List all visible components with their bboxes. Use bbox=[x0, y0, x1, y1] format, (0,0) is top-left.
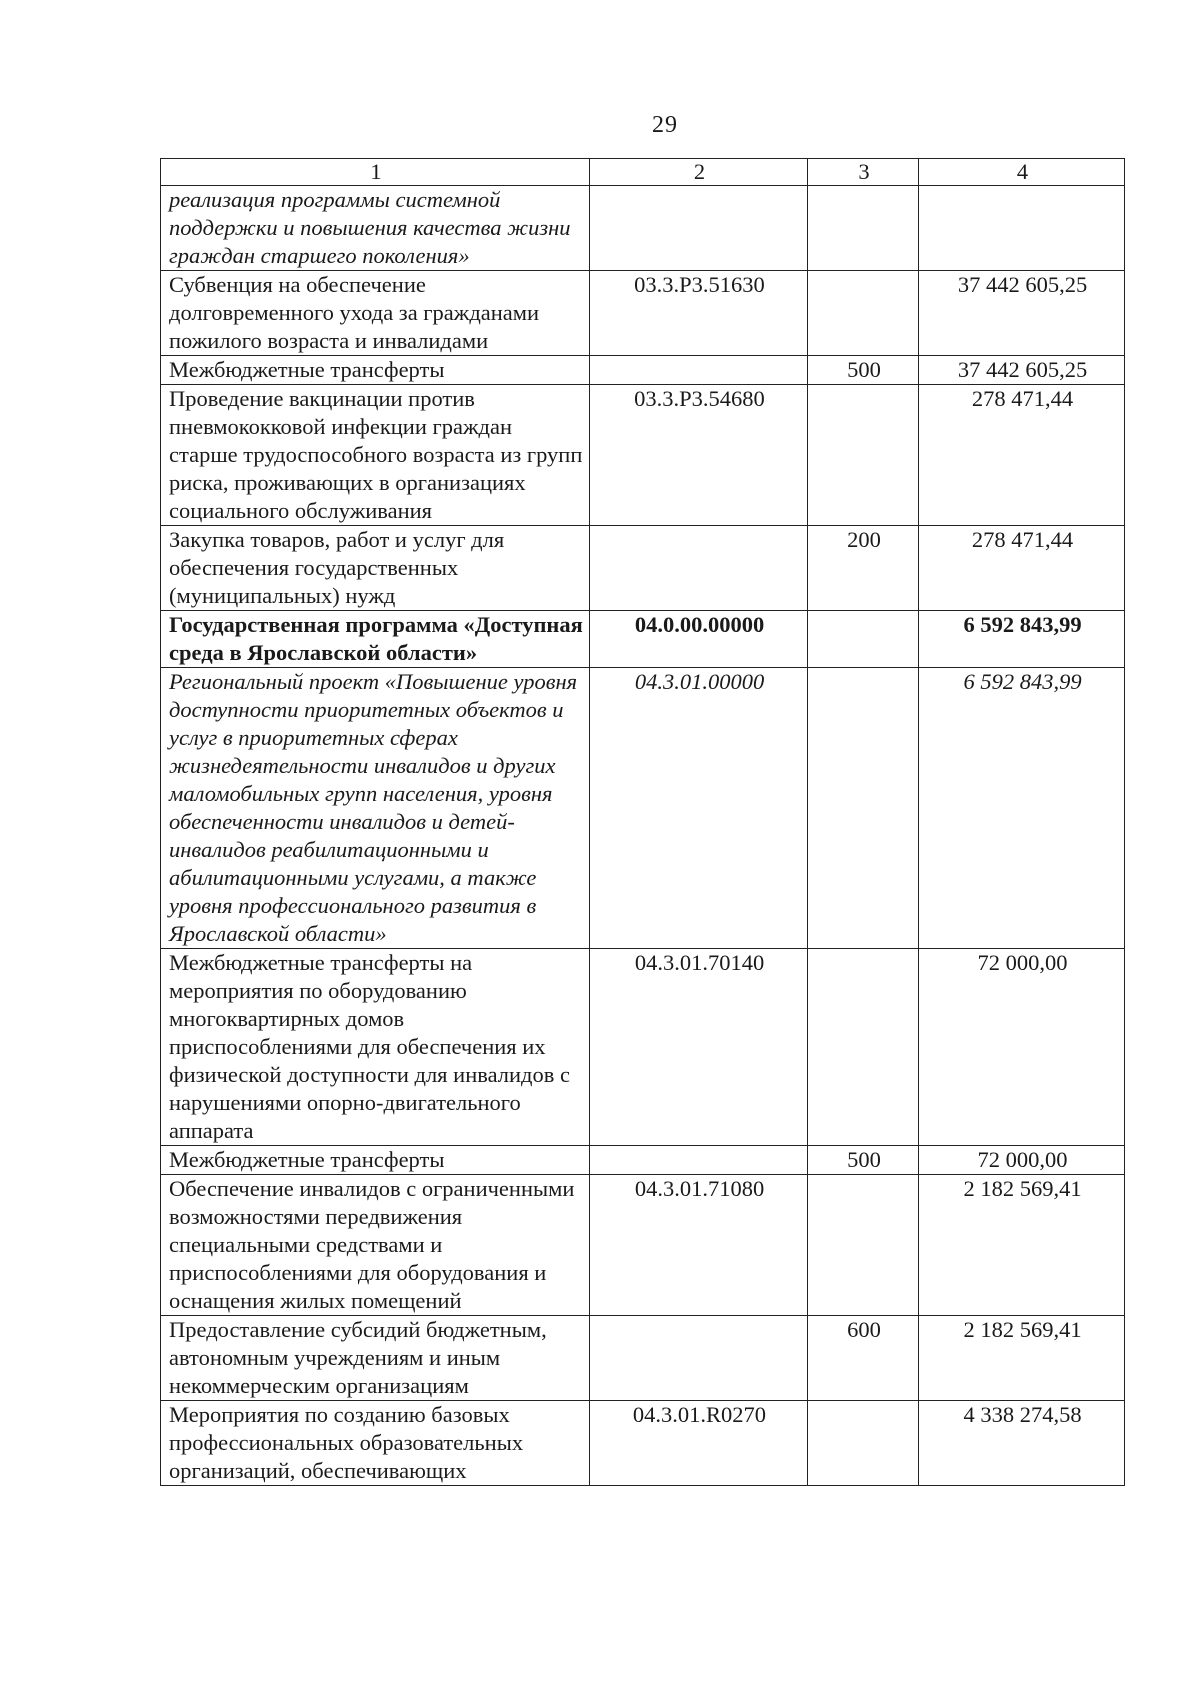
row-name: Межбюджетные трансферты на мероприятия по оборудованию многоквартирных домов приспособлениями для обеспечения их физической доступности для инвалидов с нарушениями опорно-двигательного аппарата bbox=[161, 949, 590, 1146]
row-amount: 72 000,00 bbox=[919, 949, 1125, 1146]
row-type: 500 bbox=[808, 1146, 919, 1175]
table-header bbox=[161, 159, 1125, 186]
row-code: 03.3.P3.51630 bbox=[590, 271, 808, 356]
row-type bbox=[808, 1175, 919, 1316]
row-type bbox=[808, 186, 919, 271]
row-type bbox=[808, 1401, 919, 1486]
row-amount: 4 338 274,58 bbox=[919, 1401, 1125, 1486]
row-type: 600 bbox=[808, 1316, 919, 1401]
row-amount: 6 592 843,99 bbox=[919, 611, 1125, 668]
row-amount: 278 471,44 bbox=[919, 526, 1125, 611]
row-code: 04.0.00.00000 bbox=[590, 611, 808, 668]
row-name: Закупка товаров, работ и услуг для обеспечения государственных (муниципальных) нужд bbox=[161, 526, 590, 611]
row-code: 04.3.01.R0270 bbox=[590, 1401, 808, 1486]
row-name: Мероприятия по созданию базовых профессиональных образовательных организаций, обеспечивающих bbox=[161, 1401, 590, 1486]
row-code bbox=[590, 356, 808, 385]
row-type bbox=[808, 271, 919, 356]
header-col-3: 3 bbox=[808, 159, 919, 186]
header-col-4: 4 bbox=[919, 159, 1125, 186]
row-type: 200 bbox=[808, 526, 919, 611]
header-col-1: 1 bbox=[161, 159, 590, 186]
row-code: 03.3.P3.54680 bbox=[590, 385, 808, 526]
row-code bbox=[590, 186, 808, 271]
table-row bbox=[161, 668, 1125, 949]
table-row bbox=[161, 271, 1125, 356]
budget-table bbox=[160, 158, 1125, 1486]
table-row bbox=[161, 1175, 1125, 1316]
table-row bbox=[161, 949, 1125, 1146]
row-code: 04.3.01.00000 bbox=[590, 668, 808, 949]
row-name: Государственная программа «Доступная среда в Ярославской области» bbox=[161, 611, 590, 668]
row-amount: 37 442 605,25 bbox=[919, 271, 1125, 356]
row-name: реализация программы системной поддержки и повышения качества жизни граждан старшего поколения» bbox=[161, 186, 590, 271]
row-type bbox=[808, 611, 919, 668]
row-amount: 278 471,44 bbox=[919, 385, 1125, 526]
table-row bbox=[161, 1146, 1125, 1175]
row-code: 04.3.01.71080 bbox=[590, 1175, 808, 1316]
row-amount: 2 182 569,41 bbox=[919, 1175, 1125, 1316]
row-name: Обеспечение инвалидов с ограниченными возможностями передвижения специальными средствами и приспособлениями для оборудования и оснащения жилых помещений bbox=[161, 1175, 590, 1316]
row-type bbox=[808, 949, 919, 1146]
row-code bbox=[590, 1316, 808, 1401]
table-row bbox=[161, 611, 1125, 668]
table-row bbox=[161, 1316, 1125, 1401]
row-amount: 72 000,00 bbox=[919, 1146, 1125, 1175]
row-amount: 2 182 569,41 bbox=[919, 1316, 1125, 1401]
table-row bbox=[161, 385, 1125, 526]
row-amount: 37 442 605,25 bbox=[919, 356, 1125, 385]
row-name: Проведение вакцинации против пневмококковой инфекции граждан старше трудоспособного возраста из групп риска, проживающих в организациях социального обслуживания bbox=[161, 385, 590, 526]
row-code bbox=[590, 1146, 808, 1175]
row-name: Субвенция на обеспечение долговременного ухода за гражданами пожилого возраста и инвалидами bbox=[161, 271, 590, 356]
row-type bbox=[808, 385, 919, 526]
row-name: Региональный проект «Повышение уровня доступности приоритетных объектов и услуг в приоритетных сферах жизнедеятельности инвалидов и других маломобильных групп населения, уровня обеспеченности инвалидов и детей-инвалидов реабилитационными и абилитационными услугами, а также уровня профессионального развития в Ярославской области» bbox=[161, 668, 590, 949]
row-code bbox=[590, 526, 808, 611]
row-amount bbox=[919, 186, 1125, 271]
header-row bbox=[161, 159, 1125, 186]
row-amount: 6 592 843,99 bbox=[919, 668, 1125, 949]
page-number: 29 bbox=[652, 112, 678, 138]
row-name: Предоставление субсидий бюджетным, автономным учреждениям и иным некоммерческим организациям bbox=[161, 1316, 590, 1401]
row-name: Межбюджетные трансферты bbox=[161, 356, 590, 385]
header-col-2: 2 bbox=[590, 159, 808, 186]
row-type: 500 bbox=[808, 356, 919, 385]
row-type bbox=[808, 668, 919, 949]
table-row bbox=[161, 356, 1125, 385]
table-body bbox=[161, 186, 1125, 1486]
row-code: 04.3.01.70140 bbox=[590, 949, 808, 1146]
table-row bbox=[161, 1401, 1125, 1486]
table-row bbox=[161, 186, 1125, 271]
row-name: Межбюджетные трансферты bbox=[161, 1146, 590, 1175]
table-row bbox=[161, 526, 1125, 611]
